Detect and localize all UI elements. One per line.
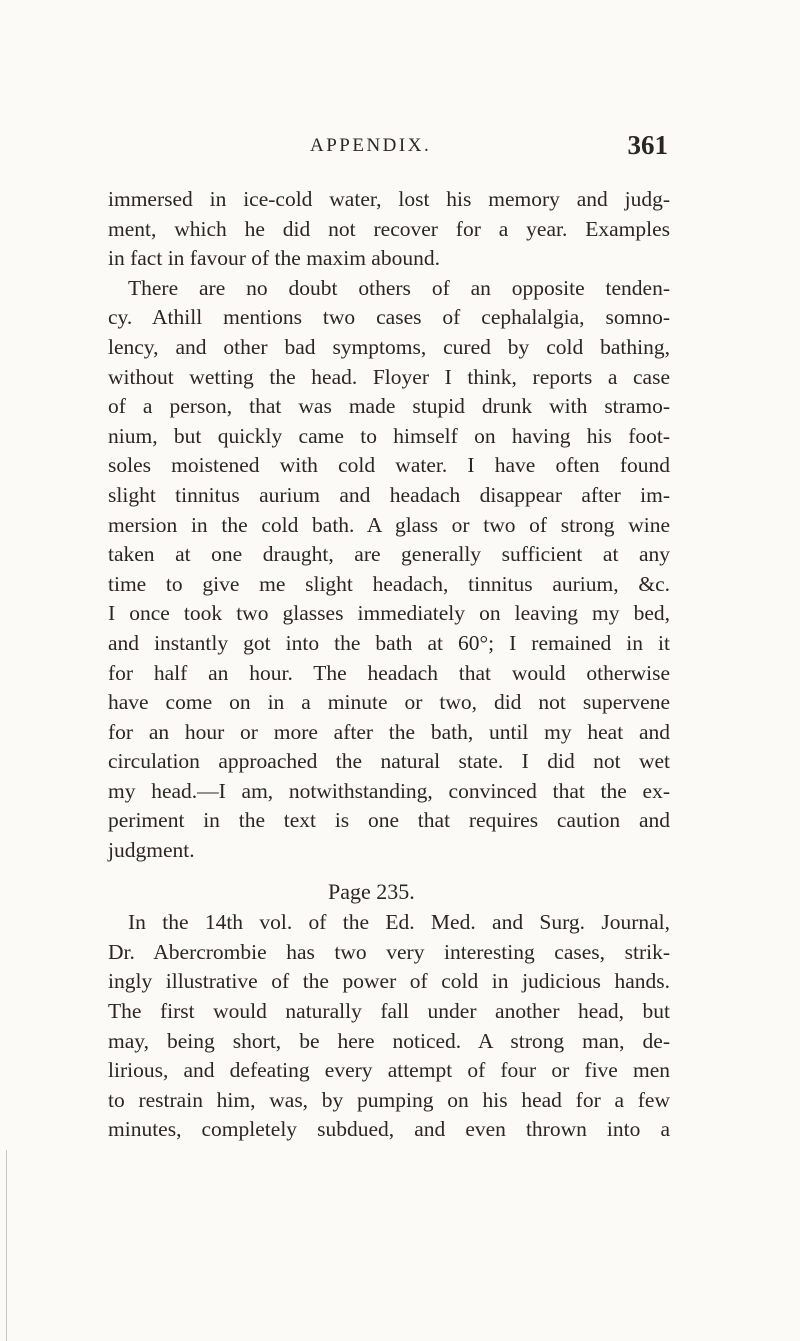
text-line: lency, and other bad symptoms, cured by cold bathing, <box>108 334 670 359</box>
text-line: to restrain him, was, by pumping on his head for a few <box>108 1087 670 1112</box>
text-line: immersed in ice-cold water, lost his memory and judg- <box>108 187 670 211</box>
body-text <box>108 185 670 1145</box>
text-line: have come on in a minute or two, did not supervene <box>108 690 670 715</box>
text-line: time to give me slight headach, tinnitus aurium, &c. <box>108 571 670 596</box>
text-line: The first would naturally fall under another head, but <box>108 999 670 1024</box>
paragraph-3 <box>108 908 670 1145</box>
text-line: slight tinnitus aurium and headach disappear after im- <box>108 482 670 507</box>
text-line: I once took two glasses immediately on leaving my bed, <box>108 601 670 626</box>
text-line: taken at one draught, are generally sufficient at any <box>108 542 670 567</box>
paragraph-2 <box>108 274 670 866</box>
page-number: 361 <box>627 130 668 160</box>
text-line: judgment. <box>108 838 195 863</box>
page-edge-line <box>6 1150 7 1341</box>
text-line: for an hour or more after the bath, until my heat and <box>108 719 670 744</box>
text-line: of a person, that was made stupid drunk with stramo- <box>108 394 670 419</box>
running-head: APPENDIX. <box>310 135 432 156</box>
text-line: circulation approached the natural state. I did not wet <box>108 749 670 774</box>
text-line: in fact in favour of the maxim abound. <box>108 246 440 271</box>
text-line: mersion in the cold bath. A glass or two of strong wine <box>108 512 670 537</box>
text-line: periment in the text is one that requires caution and <box>108 808 670 833</box>
text-line: my head.—I am, notwithstanding, convinced that the ex- <box>108 778 670 803</box>
text-line: for half an hour. The headach that would otherwise <box>108 660 670 685</box>
text-line: minutes, completely subdued, and even thrown into a <box>108 1117 670 1142</box>
text-line: lirious, and defeating every attempt of four or five men <box>108 1058 670 1083</box>
section-heading: Page 235. <box>328 878 415 904</box>
text-line: without wetting the head. Floyer I think, reports a case <box>108 364 670 389</box>
text-line: ingly illustrative of the power of cold in judicious hands. <box>108 969 670 994</box>
text-line: nium, but quickly came to himself on having his foot- <box>108 423 670 448</box>
text-line: may, being short, be here noticed. A strong man, de- <box>108 1028 670 1053</box>
paragraph-1 <box>108 185 670 274</box>
text-line: There are no doubt others of an opposite tenden- <box>128 275 670 300</box>
text-line: soles moistened with cold water. I have often found <box>108 453 670 478</box>
text-line: Dr. Abercrombie has two very interesting cases, strik- <box>108 939 670 964</box>
page-header <box>108 130 668 169</box>
text-line: In the 14th vol. of the Ed. Med. and Surg. Journal, <box>128 910 670 935</box>
text-line: cy. Athill mentions two cases of cephalalgia, somno- <box>108 305 670 330</box>
text-line: and instantly got into the bath at 60°; I remained in it <box>108 630 670 655</box>
text-line: ment, which he did not recover for a year. Examples <box>108 216 670 241</box>
